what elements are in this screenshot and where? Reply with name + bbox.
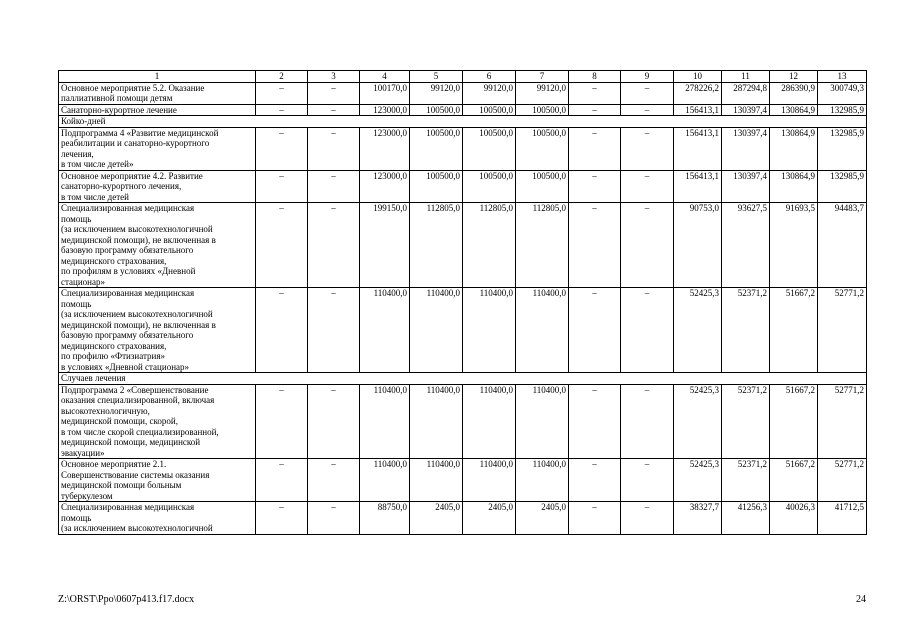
column-header: 9	[621, 71, 674, 83]
table-cell: –	[621, 384, 674, 459]
table-cell: –	[308, 384, 360, 459]
table-cell: 51667,2	[770, 459, 818, 502]
table-cell: 100500,0	[516, 127, 569, 170]
table-cell: 52371,2	[722, 384, 770, 459]
table-cell: 88750,0	[360, 502, 410, 535]
table-row	[59, 459, 867, 502]
table-row	[59, 384, 867, 459]
table-cell: –	[256, 384, 308, 459]
table-cell: –	[308, 82, 360, 104]
column-header: 12	[770, 71, 818, 83]
table-cell: –	[308, 127, 360, 170]
row-label: Подпрограмма 2 «Совершенствование оказания специализированной, включая высокотехнологичную, медицинской помощи, скорой, в том числе скорой специализированной, медицинской помощи, медицинской эвакуации»	[59, 384, 256, 459]
table-cell: 93627,5	[722, 203, 770, 288]
column-header: 6	[463, 71, 516, 83]
table-cell: –	[569, 288, 621, 373]
table-cell: 156413,1	[674, 104, 722, 116]
table-cell: 123000,0	[360, 170, 410, 203]
table-cell: 130864,9	[770, 104, 818, 116]
header-row	[59, 71, 867, 83]
row-label: Специализированная медицинская помощь (за исключением высокотехнологичной медицинской помощи), не включенная в базовую программу обязательного медицинского страхования, по профилю «Фтизиатрия» в условиях «Дневной стационар»	[59, 288, 256, 373]
row-label: Основное мероприятие 2.1. Совершенствование системы оказания медицинской помощи больным туберкулезом	[59, 459, 256, 502]
table-cell: –	[256, 82, 308, 104]
table-row	[59, 288, 867, 373]
table-cell: 110400,0	[463, 459, 516, 502]
table-cell: 2405,0	[463, 502, 516, 535]
table-cell: 110400,0	[410, 384, 463, 459]
table-cell: 52771,2	[818, 459, 867, 502]
table-cell: –	[308, 203, 360, 288]
table-cell: 112805,0	[463, 203, 516, 288]
table-cell: –	[569, 384, 621, 459]
table-cell: 130397,4	[722, 127, 770, 170]
table-cell: –	[569, 104, 621, 116]
table-cell: 287294,8	[722, 82, 770, 104]
table-cell: –	[569, 459, 621, 502]
table-cell: 51667,2	[770, 288, 818, 373]
section-label: Случаев лечения	[59, 373, 867, 385]
table-cell: –	[621, 203, 674, 288]
budget-table	[58, 70, 867, 535]
table-cell: 2405,0	[410, 502, 463, 535]
row-label: Санаторно-курортное лечение	[59, 104, 256, 116]
table-cell: –	[308, 170, 360, 203]
row-label: Подпрограмма 4 «Развитие медицинской реабилитации и санаторно-курортного лечения, в том числе детей»	[59, 127, 256, 170]
table-cell: 100500,0	[516, 170, 569, 203]
column-header: 2	[256, 71, 308, 83]
table-row	[59, 127, 867, 170]
table-cell: 100170,0	[360, 82, 410, 104]
table-cell: 110400,0	[360, 459, 410, 502]
table-cell: 41712,5	[818, 502, 867, 535]
table-cell: 100500,0	[463, 170, 516, 203]
table-cell: –	[621, 502, 674, 535]
section-row	[59, 116, 867, 128]
table-cell: 123000,0	[360, 127, 410, 170]
table-cell: 100500,0	[410, 170, 463, 203]
table-cell: 100500,0	[516, 104, 569, 116]
column-header: 5	[410, 71, 463, 83]
table-cell: –	[308, 288, 360, 373]
table-cell: –	[256, 288, 308, 373]
table-cell: 132985,9	[818, 127, 867, 170]
table-cell: –	[569, 82, 621, 104]
table-cell: –	[256, 203, 308, 288]
table-cell: 38327,7	[674, 502, 722, 535]
table-cell: 110400,0	[410, 459, 463, 502]
row-label: Основное мероприятие 5.2. Оказание паллиативной помощи детям	[59, 82, 256, 104]
table-cell: 91693,5	[770, 203, 818, 288]
table-cell: 94483,7	[818, 203, 867, 288]
row-label: Специализированная медицинская помощь (за исключением высокотехнологичной	[59, 502, 256, 535]
table-cell: –	[308, 104, 360, 116]
table-cell: 100500,0	[463, 104, 516, 116]
table-cell: –	[621, 170, 674, 203]
section-row	[59, 373, 867, 385]
table-cell: 199150,0	[360, 203, 410, 288]
table-cell: –	[308, 459, 360, 502]
table-cell: –	[569, 127, 621, 170]
table-cell: 100500,0	[410, 127, 463, 170]
row-label: Основное мероприятие 4.2. Развитие санаторно-курортного лечения, в том числе детей	[59, 170, 256, 203]
page-number: 24	[856, 594, 866, 605]
table-row	[59, 82, 867, 104]
table-cell: 51667,2	[770, 384, 818, 459]
section-label: Койко-дней	[59, 116, 867, 128]
table-cell: 130864,9	[770, 170, 818, 203]
table-row	[59, 203, 867, 288]
table-cell: 278226,2	[674, 82, 722, 104]
column-header: 1	[59, 71, 256, 83]
column-header: 11	[722, 71, 770, 83]
table-row	[59, 502, 867, 535]
table-cell: 110400,0	[463, 384, 516, 459]
table-cell: –	[569, 170, 621, 203]
column-header: 4	[360, 71, 410, 83]
table-cell: 41256,3	[722, 502, 770, 535]
table-cell: 99120,0	[463, 82, 516, 104]
table-cell: 110400,0	[516, 459, 569, 502]
table-cell: –	[569, 203, 621, 288]
table-cell: 2405,0	[516, 502, 569, 535]
table-cell: 132985,9	[818, 104, 867, 116]
table-cell: 130397,4	[722, 104, 770, 116]
row-label: Специализированная медицинская помощь (за исключением высокотехнологичной медицинской помощи), не включенная в базовую программу обязательного медицинского страхования, по профилям в условиях «Дневной стационар»	[59, 203, 256, 288]
table-cell: 90753,0	[674, 203, 722, 288]
table-cell: 99120,0	[410, 82, 463, 104]
table-cell: 112805,0	[410, 203, 463, 288]
table-cell: 52771,2	[818, 288, 867, 373]
table-cell: –	[621, 288, 674, 373]
table-cell: 52371,2	[722, 288, 770, 373]
table-cell: –	[621, 127, 674, 170]
table-cell: 110400,0	[516, 288, 569, 373]
table-cell: 110400,0	[360, 384, 410, 459]
table-cell: 130864,9	[770, 127, 818, 170]
table-cell: –	[256, 127, 308, 170]
table-row	[59, 170, 867, 203]
column-header: 10	[674, 71, 722, 83]
table-cell: 286390,9	[770, 82, 818, 104]
table-cell: 123000,0	[360, 104, 410, 116]
column-header: 13	[818, 71, 867, 83]
table-cell: 52425,3	[674, 288, 722, 373]
table-cell: –	[621, 82, 674, 104]
table-cell: –	[621, 104, 674, 116]
table-cell: 52425,3	[674, 459, 722, 502]
column-header: 8	[569, 71, 621, 83]
table-cell: 110400,0	[360, 288, 410, 373]
file-path: Z:\ORST\Ppo\0607p413.f17.docx	[58, 594, 195, 605]
table-cell: 52771,2	[818, 384, 867, 459]
table-cell: 52371,2	[722, 459, 770, 502]
table-cell: 112805,0	[516, 203, 569, 288]
table-cell: 52425,3	[674, 384, 722, 459]
table-cell: –	[621, 459, 674, 502]
table-cell: 110400,0	[516, 384, 569, 459]
table-cell: 100500,0	[463, 127, 516, 170]
table-row	[59, 104, 867, 116]
table-cell: 130397,4	[722, 170, 770, 203]
table-cell: –	[256, 104, 308, 116]
table-cell: 100500,0	[410, 104, 463, 116]
table-cell: –	[569, 502, 621, 535]
table-cell: 99120,0	[516, 82, 569, 104]
table-cell: 300749,3	[818, 82, 867, 104]
column-header: 3	[308, 71, 360, 83]
table-cell: 110400,0	[410, 288, 463, 373]
table-cell: –	[256, 170, 308, 203]
table-cell: 156413,1	[674, 170, 722, 203]
table-cell: 110400,0	[463, 288, 516, 373]
table-cell: –	[256, 459, 308, 502]
table-cell: 156413,1	[674, 127, 722, 170]
table-cell: –	[308, 502, 360, 535]
table-cell: –	[256, 502, 308, 535]
table-cell: 132985,9	[818, 170, 867, 203]
column-header: 7	[516, 71, 569, 83]
table-cell: 40026,3	[770, 502, 818, 535]
